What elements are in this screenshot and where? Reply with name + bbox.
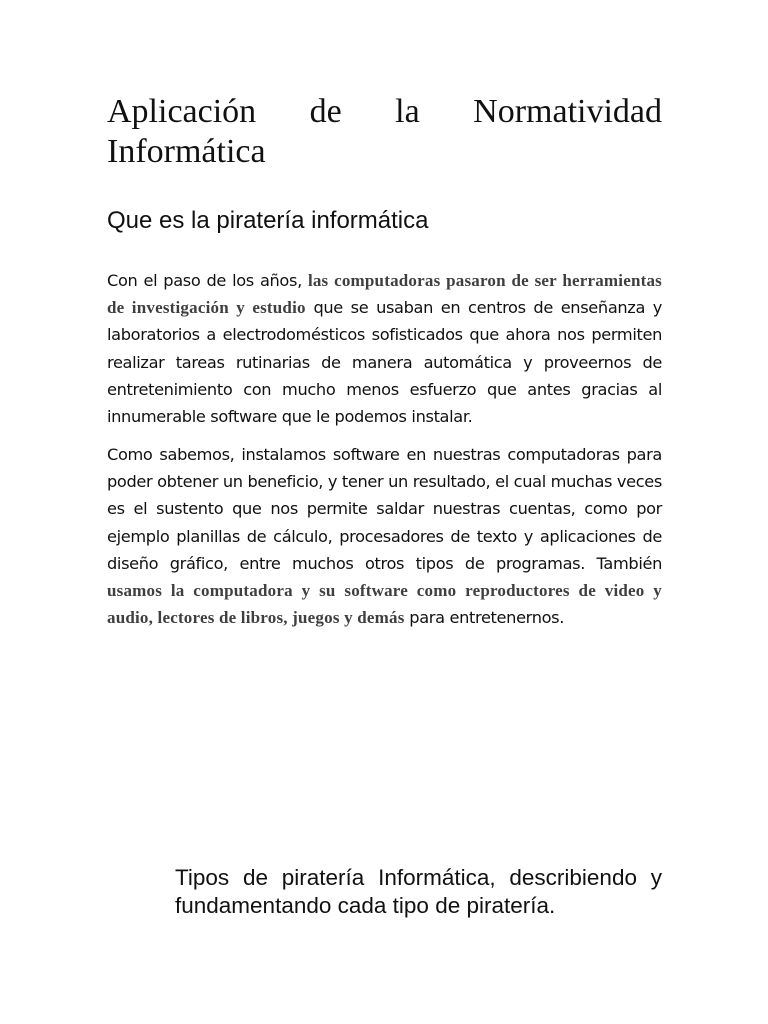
section-subtitle: Que es la piratería informática [107,207,429,234]
paragraph-2-highlight: usamos la computadora y su software como reproductores de video y audio, lectores de libros, juegos y demás [107,581,662,628]
paragraph-1-intro: Con el paso de los años, [107,271,308,290]
paragraph-2-rest: para entretenernos. [404,608,565,628]
paragraph-1-rest: que se usaban en centros de enseñanza y laboratorios a electrodomésticos sofisticados que ahora nos permiten realizar tareas rutinarias de manera automática y proveernos de entretenimiento con mucho menos esfuerzo que antes gracias al innumerable software que le podemos instalar. [107,298,662,427]
paragraph-1 [107,267,662,430]
paragraph-1-highlight: las computadoras pasaron de ser herramientas de investigación y estudio [107,271,662,318]
paragraph-2 [107,441,662,631]
bottom-heading: Tipos de piratería Informática, describiendo y fundamentando cada tipo de piratería. [175,865,662,918]
document-title: Aplicación de la Normatividad Informática [107,93,662,170]
paragraph-2-intro: Como sabemos, instalamos software en nuestras computadoras para poder obtener un beneficio, y tener un resultado, el cual muchas veces es el sustento que nos permite saldar nuestras cuentas, como por ejemplo planillas de cálculo, procesadores de texto y aplicaciones de diseño gráfico, entre muchos otros tipos de programas. También [107,445,662,573]
